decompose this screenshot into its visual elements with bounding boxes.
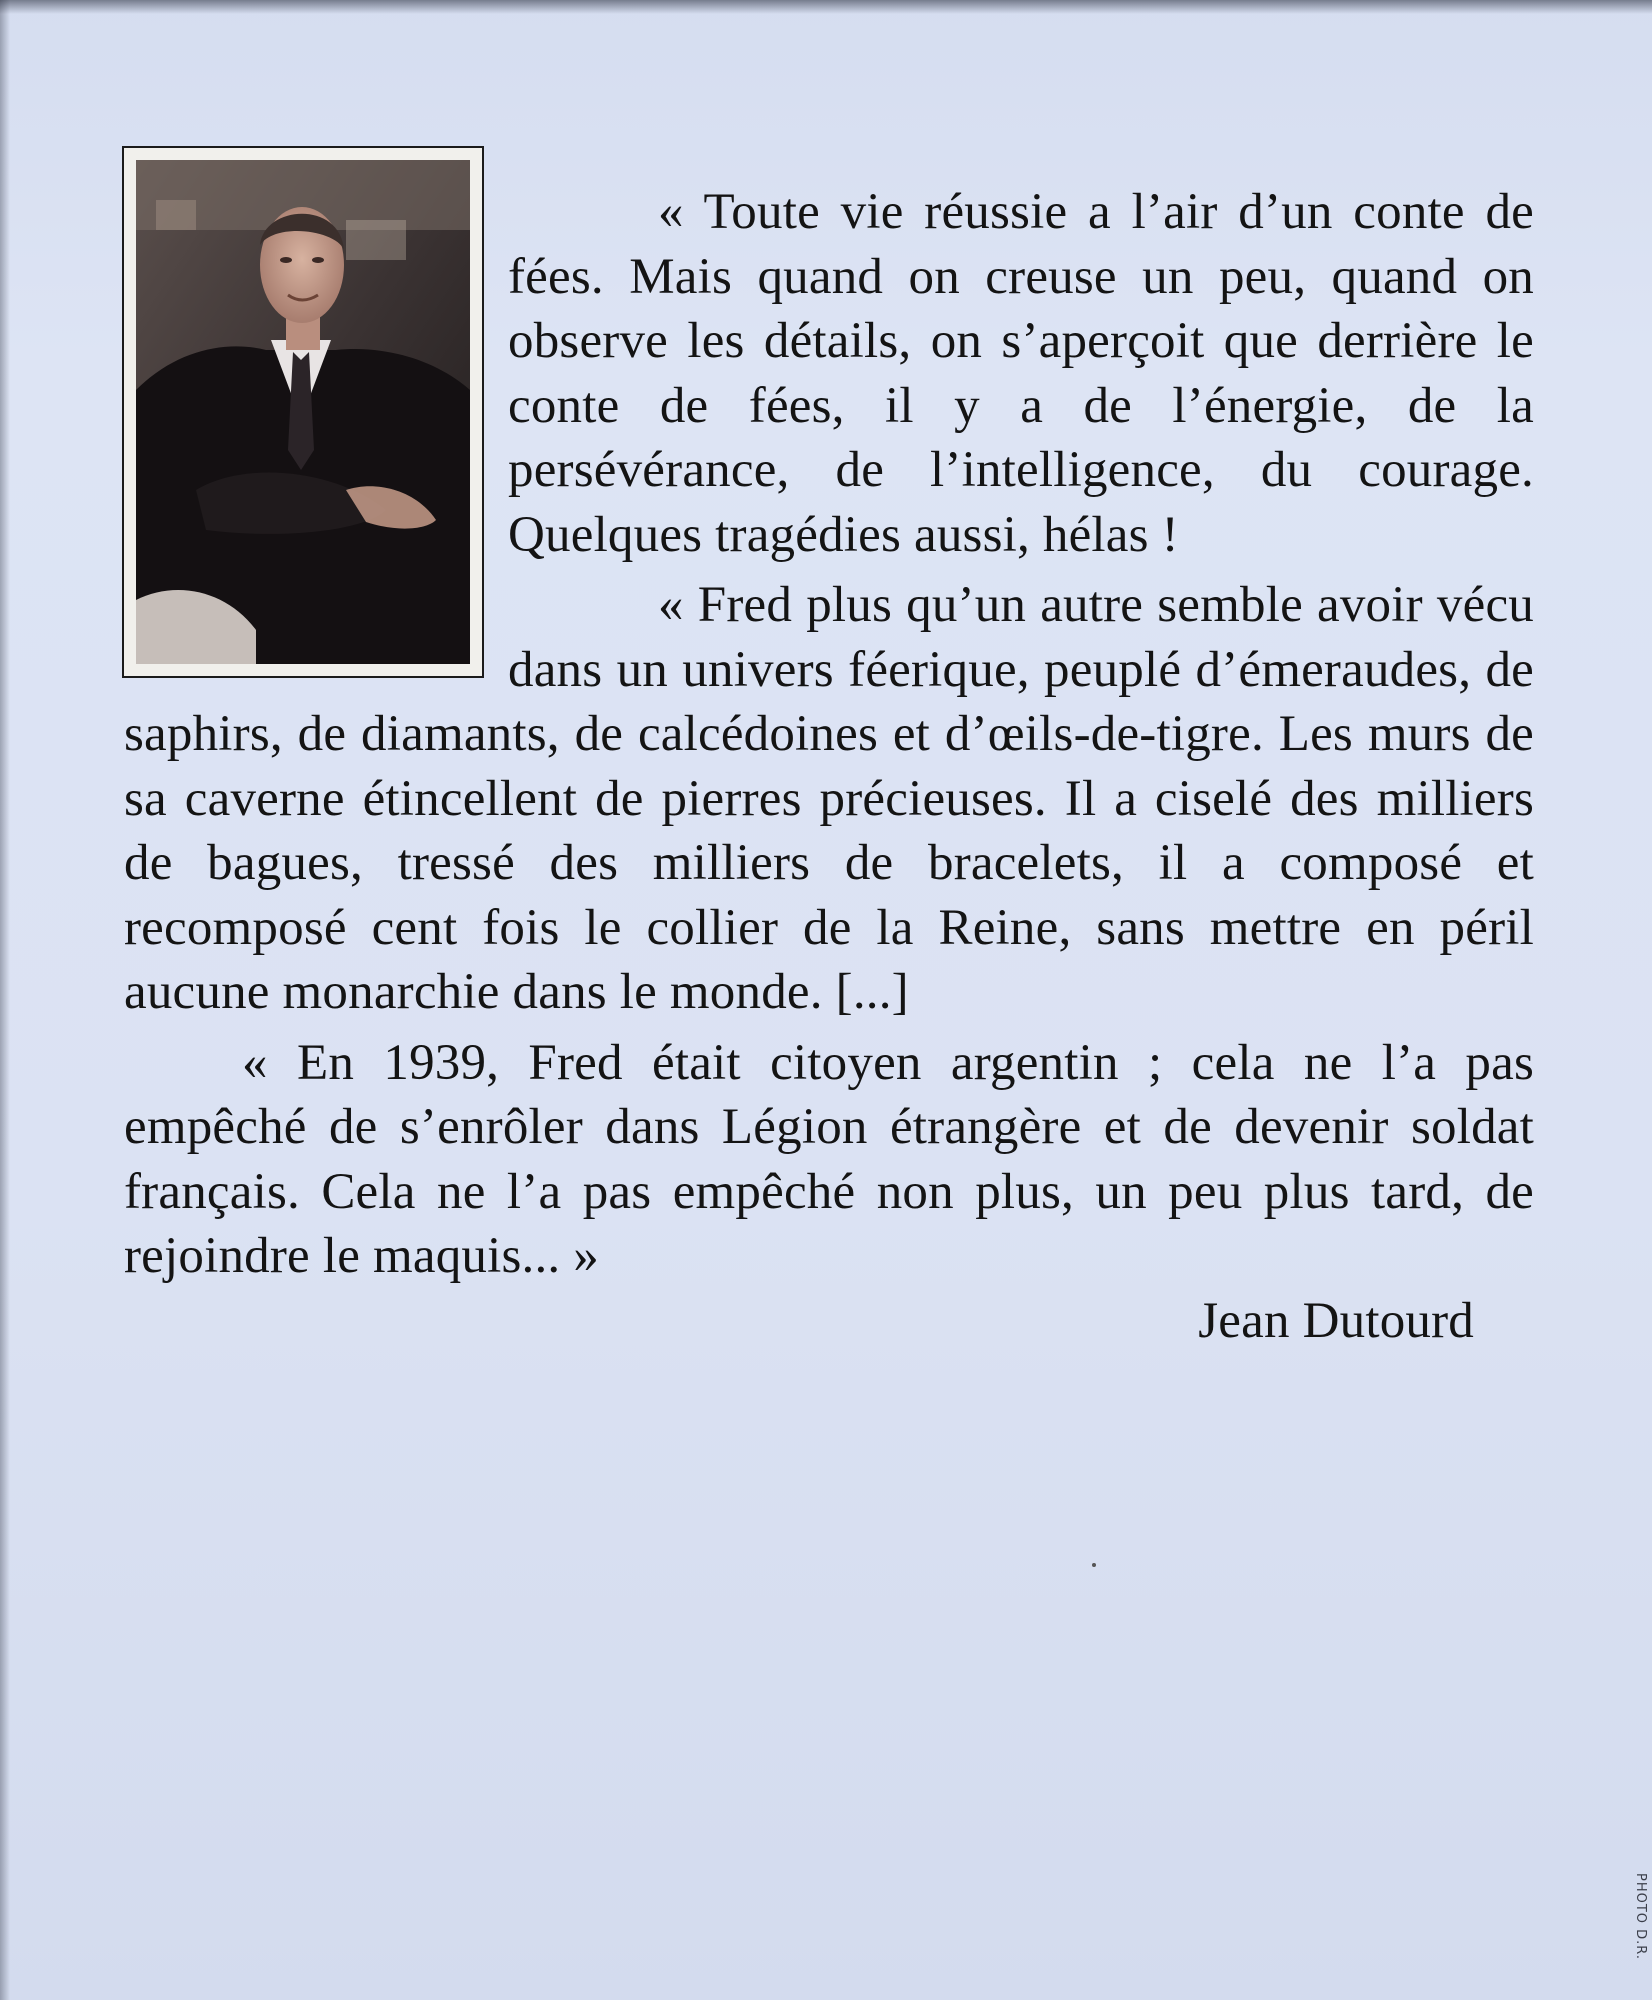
quote-paragraph-1: « Toute vie réussie a l’air d’un conte de fées. Mais quand on creuse un peu, quand on observe les détails, on s’aperçoit que derrière le conte de fées, il y a de l’énergie, de la persévérance, de l’intelligence, du courage. Quelques tragédies aussi, hélas ! xyxy=(508,184,1534,563)
quote-paragraph-2: « Fred plus qu’un autre semble avoir vécu dans un univers féerique, peuplé d’émeraudes, de saphirs, de diamants, de calcédoines et d’œils-de-tigre. Les murs de sa caverne étincellent de pierres précieuses. Il a ciselé des milliers de bagues, tressé des milliers de bracelets, il a composé et recomposé cent fois le collier de la Reine, sans mettre en péril aucune monarchie dans le monde. [...] xyxy=(124,577,1534,1020)
quote-paragraph-3: « En 1939, Fred était citoyen argentin ; cela ne l’a pas empêché de s’enrôler dans Légion étrangère et de devenir soldat français. Cela ne l’a pas empêché non plus, un peu plus tard, de rejoindre le maquis... » xyxy=(124,1034,1534,1284)
photo-credit: PHOTO D.R. xyxy=(1633,1873,1648,1960)
author-signature: Jean Dutourd xyxy=(1198,1292,1474,1349)
page-left-shadow xyxy=(0,0,10,2000)
print-speck xyxy=(1092,1563,1096,1567)
photo-wrap-spacer xyxy=(124,180,508,696)
quote-text-block xyxy=(124,180,1534,1353)
page-top-shadow xyxy=(0,0,1652,14)
